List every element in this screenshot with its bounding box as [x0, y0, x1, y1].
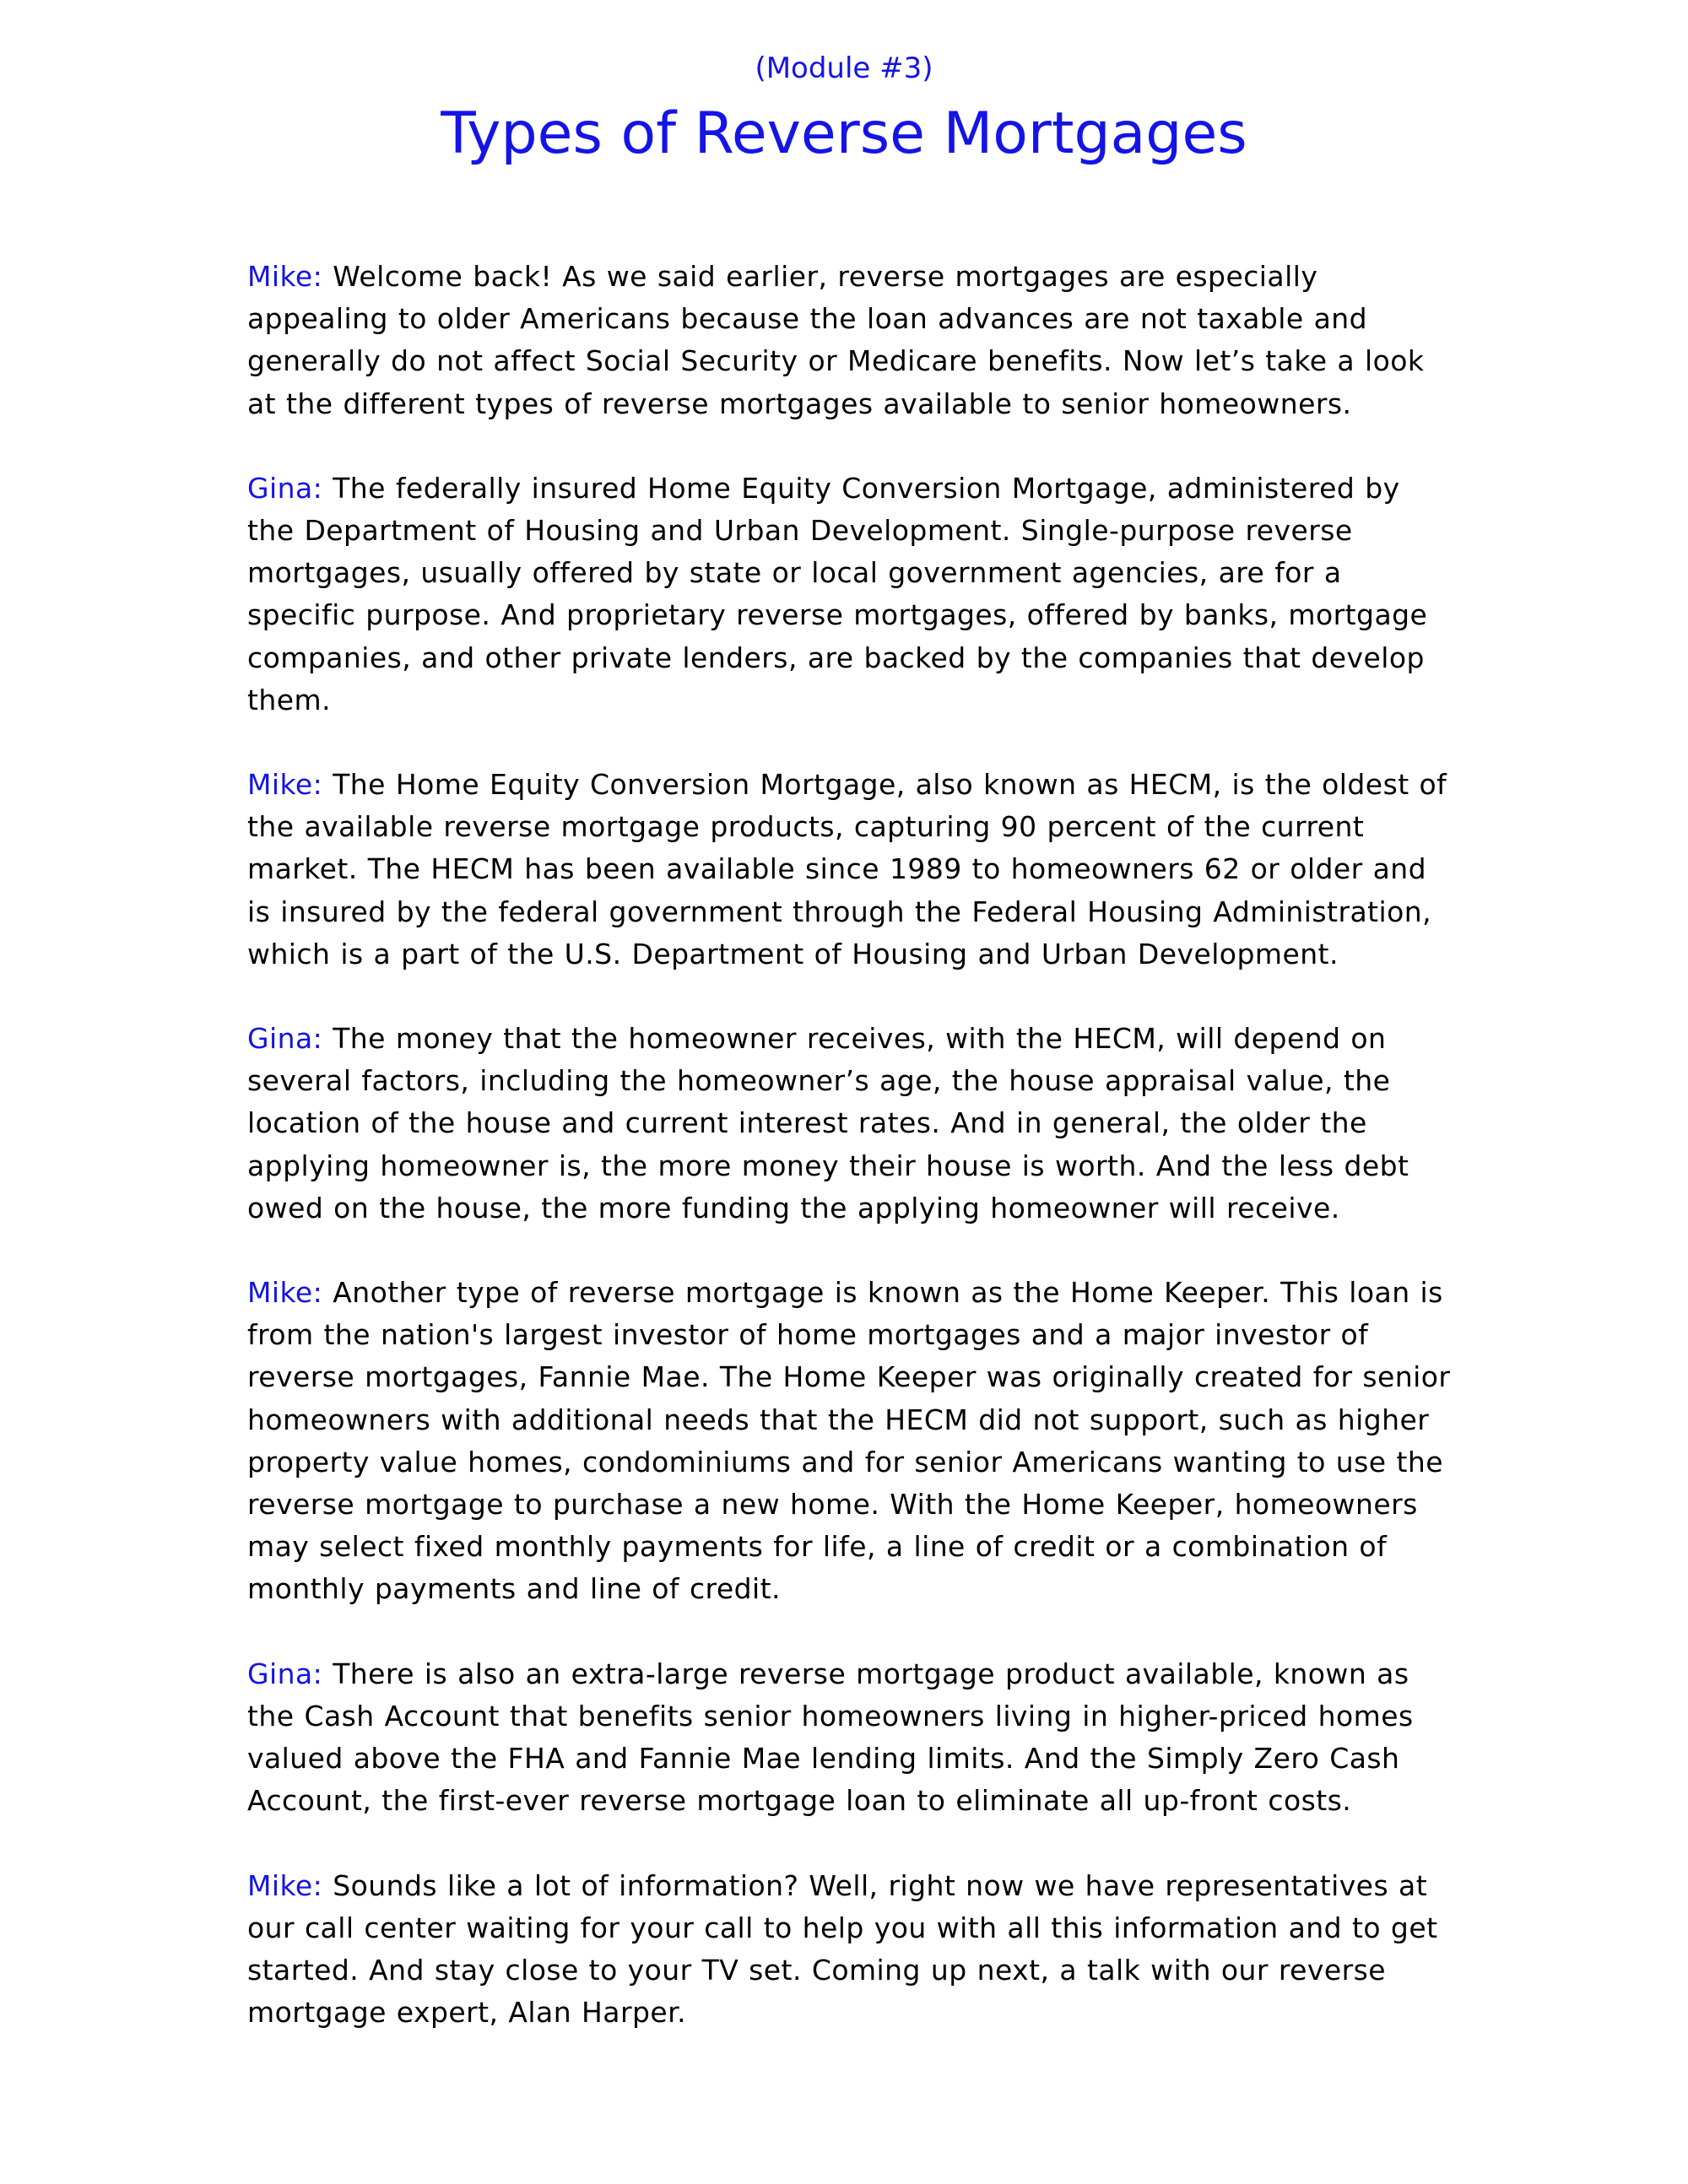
module-label: (Module #3) [755, 51, 933, 85]
dialogue-turn [247, 1653, 1454, 1823]
dialogue-text: The money that the homeowner receives, with the HECM, will depend on several factors, including the homeowner’s age, the house appraisal value, the location of the house and current interest rates. And in general, the older the applying homeowner is, the more money their house is worth. And the less debt owed on the house, the more funding the applying homeowner will receive. [247, 1022, 1409, 1224]
dialogue-text: There is also an extra-large reverse mortgage product available, known as the Cash Account that benefits senior homeowners living in higher-priced homes valued above the FHA and Fannie Mae lending limits. And the Simply Zero Cash Account, the first-ever reverse mortgage loan to eliminate all up-front costs. [247, 1657, 1414, 1818]
speaker-name: Mike: [247, 1868, 323, 1902]
page-title: Types of Reverse Mortgages [441, 100, 1247, 167]
speaker-name: Gina: [247, 1022, 323, 1056]
speaker-name: Mike: [247, 768, 323, 802]
transcript [247, 256, 1454, 2076]
dialogue-turn [247, 256, 1454, 425]
speaker-name: Mike: [247, 1276, 323, 1310]
dialogue-turn [247, 764, 1454, 976]
dialogue-text: The federally insured Home Equity Conversion Mortgage, administered by the Department of Housing and Urban Development. Single-purpose reverse mortgages, usually offered by state or local government agencies, are for a specific purpose. And proprietary reverse mortgages, offered by banks, mortgage companies, and other private lenders, are backed by the companies that develop them. [247, 471, 1428, 716]
speaker-name: Gina: [247, 471, 323, 505]
dialogue-turn [247, 1272, 1454, 1611]
dialogue-text: The Home Equity Conversion Mortgage, also known as HECM, is the oldest of the available reverse mortgage products, capturing 90 percent of the current market. The HECM has been available since 1989 to homeowners 62 or older and is insured by the federal government through the Federal Housing Administration, which is a part of the U.S. Department of Housing and Urban Development. [247, 768, 1447, 970]
speaker-name: Gina: [247, 1657, 323, 1690]
dialogue-text: Sounds like a lot of information? Well, right now we have representatives at our call center waiting for your call to help you with all this information and to get started. And stay close to your TV set. Coming up next, a talk with our reverse mortgage expert, Alan Harper. [247, 1868, 1438, 2030]
dialogue-text: Welcome back! As we said earlier, reverse mortgages are especially appealing to older Americans because the loan advances are not taxable and generally do not affect Social Security or Medicare benefits. Now let’s take a look at the different types of reverse mortgages available to senior homeowners. [247, 260, 1425, 420]
dialogue-turn [247, 1018, 1454, 1230]
dialogue-turn [247, 468, 1454, 722]
dialogue-text: Another type of reverse mortgage is known as the Home Keeper. This loan is from the nation's largest investor of home mortgages and a major investor of reverse mortgages, Fannie Mae. The Home Keeper was originally created for senior homeowners with additional needs that the HECM did not support, such as higher property value homes, condominiums and for senior Americans wanting to use the reverse mortgage to purchase a new home. With the Home Keeper, homeowners may select fixed monthly payments for life, a line of credit or a combination of monthly payments and line of credit. [247, 1276, 1451, 1606]
speaker-name: Mike: [247, 260, 323, 293]
dialogue-turn [247, 1865, 1454, 2035]
